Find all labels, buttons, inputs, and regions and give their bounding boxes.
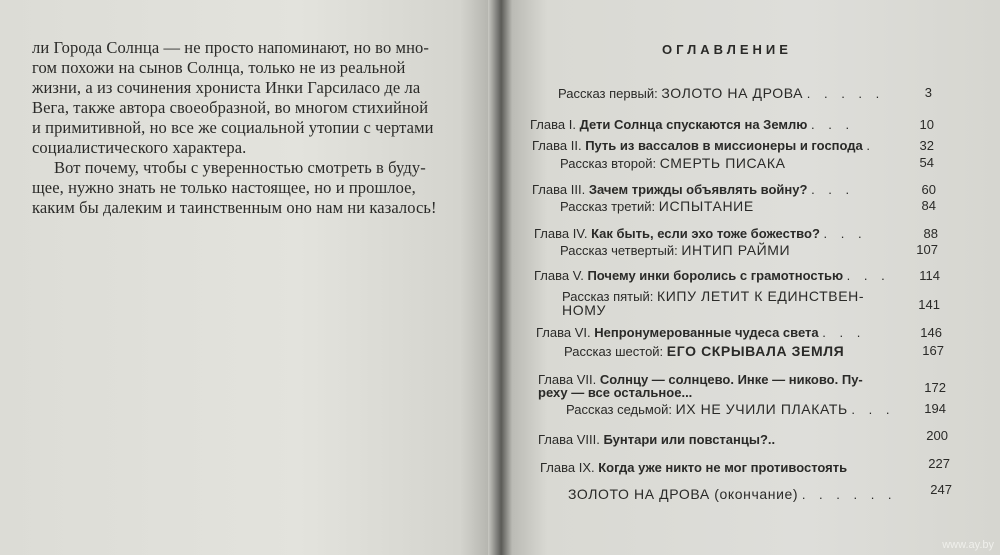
toc-entry-lead: Глава IX.	[540, 460, 595, 475]
toc-entry-dots: . . .	[851, 402, 895, 417]
toc-entry-page: 3	[924, 85, 932, 100]
toc-entry-lead: Глава VI.	[536, 325, 591, 340]
toc-entry-lead: Глава V.	[534, 268, 584, 283]
toc-entry-page: 107	[916, 242, 938, 257]
toc-entry-page: 200	[926, 428, 948, 443]
toc-entry-lead: Рассказ третий:	[560, 199, 656, 214]
toc-entry	[562, 288, 864, 305]
text-line: Вега, также автора своеобразной, во многом стихийной	[32, 98, 429, 117]
toc-entry-page: 54	[919, 155, 934, 170]
toc-entry-lead: Рассказ шестой:	[564, 344, 664, 359]
toc-entry-dots: . . .	[823, 226, 867, 241]
toc-entry	[532, 182, 854, 198]
toc-entry-title: ИХ НЕ УЧИЛИ ПЛАКАТЬ	[675, 401, 848, 417]
toc-entry-page: 167	[922, 343, 944, 358]
toc-entry-title: ИСПЫТАНИЕ	[658, 198, 754, 214]
toc-entry-page: 141	[918, 297, 940, 312]
text-line: жизни, а из сочинения хрониста Инки Гарсиласо де ла	[32, 78, 421, 97]
toc-entry-page: 88	[923, 226, 938, 241]
toc-entry-lead: Глава VII.	[538, 372, 597, 387]
toc-entry-title: Зачем трижды объявлять войну?	[588, 182, 808, 197]
toc-entry-title: ЗОЛОТО НА ДРОВА	[661, 85, 804, 101]
toc-entry-lead: Рассказ четвертый:	[560, 243, 678, 258]
toc-entry	[558, 85, 884, 102]
toc-entry-page: 114	[919, 268, 940, 283]
toc-entry-title: Когда уже никто не мог противостоять	[598, 460, 848, 475]
toc-entry-title: Как быть, если эхо тоже божество?	[591, 226, 820, 241]
toc-entry-dots: . . .	[811, 117, 855, 132]
toc-entry	[566, 401, 894, 418]
toc-entry-dots: . . .	[846, 268, 890, 283]
toc-entry-page: 146	[920, 325, 942, 340]
toc-entry-lead: Рассказ второй:	[560, 156, 657, 171]
toc-entry-title: Солнцу — солнцево. Инке — никово. Пу-	[599, 372, 863, 387]
toc-entry	[536, 325, 865, 341]
toc-entry-page: 227	[928, 456, 950, 471]
toc-entry	[568, 486, 897, 503]
toc-entry-lead: Глава IV.	[534, 226, 588, 241]
toc-entry	[560, 198, 754, 215]
toc-entry	[534, 226, 867, 242]
toc-entry	[532, 138, 875, 154]
toc-entry-lead: Рассказ пятый:	[562, 289, 654, 304]
text-line: и примитивной, но все же социальной утопии с чертами	[32, 118, 434, 137]
text-line: каким бы далеким и таинственным оно нам ни казалось!	[32, 198, 437, 217]
toc-entry-page: 172	[924, 380, 946, 395]
toc-entry	[560, 242, 790, 259]
toc-entry-dots: . . . . .	[806, 86, 885, 101]
text-line: ли Города Солнца — не просто напоминают, но во мно-	[32, 38, 429, 57]
watermark: www.ay.by	[942, 539, 994, 551]
toc-entry-dots: . . .	[811, 182, 855, 197]
text-line: гом похожи на сынов Солнца, только не из реальной	[32, 58, 406, 77]
toc-entry-title: Путь из вассалов в миссионеры и господа	[585, 138, 863, 153]
toc-entry-dots: . . .	[822, 325, 866, 340]
toc-entry	[538, 432, 775, 448]
toc-entry-page: 84	[921, 198, 936, 213]
toc-entry-title: Бунтари или повстанцы?..	[603, 432, 776, 447]
toc-entry-page: 60	[921, 182, 936, 197]
toc-entry-continuation	[562, 302, 606, 319]
toc-entry-dots: . . . . . .	[801, 487, 897, 502]
toc-entry-title: Дети Солнца спускаются на Землю	[579, 117, 808, 132]
toc-entry-lead: Рассказ первый:	[558, 86, 658, 101]
toc-entry-continuation	[538, 385, 692, 401]
toc-entry-title: Почему инки боролись с грамотностью	[587, 268, 844, 283]
toc-entry-lead: Глава II.	[532, 138, 582, 153]
toc-entry-title: реху — все остальное...	[538, 385, 693, 400]
toc-entry-title: НОМУ	[562, 302, 606, 318]
toc-entry-page: 32	[919, 138, 934, 153]
toc-entry	[534, 268, 890, 284]
toc-entry-dots: .	[866, 138, 876, 153]
toc-entry-page: 247	[930, 482, 952, 497]
toc-entry	[564, 343, 844, 360]
toc-entry-title: ЕГО СКРЫВАЛА ЗЕМЛЯ	[666, 343, 845, 359]
toc-entry-page: 10	[919, 117, 934, 132]
toc-title: ОГЛАВЛЕНИЕ	[662, 42, 792, 57]
toc-entry	[540, 460, 847, 476]
toc-entry-title: СМЕРТЬ ПИСАКА	[659, 155, 786, 171]
toc-entry-title: Непронумерованные чудеса света	[594, 325, 819, 340]
toc-entry-lead: Рассказ седьмой:	[566, 402, 672, 417]
toc-entry-title: ЗОЛОТО НА ДРОВА (окончание)	[568, 486, 799, 502]
toc-entry-lead: Глава I.	[530, 117, 576, 132]
toc-entry-title: ИНТИП РАЙМИ	[681, 242, 791, 258]
toc-entry	[560, 155, 786, 172]
toc-entry-lead: Глава III.	[532, 182, 586, 197]
toc-entry-lead: Глава VIII.	[538, 432, 600, 447]
toc-entry	[530, 117, 854, 133]
text-line: щее, нужно знать не только настоящее, но и прошлое,	[32, 178, 416, 197]
text-line: Вот почему, чтобы с уверенностью смотреть в буду-	[54, 158, 426, 177]
toc-entry-page: 194	[924, 401, 946, 416]
toc-entry-title: КИПУ ЛЕТИТ К ЕДИНСТВЕН-	[656, 288, 865, 304]
text-line: социалистического характера.	[32, 138, 247, 157]
